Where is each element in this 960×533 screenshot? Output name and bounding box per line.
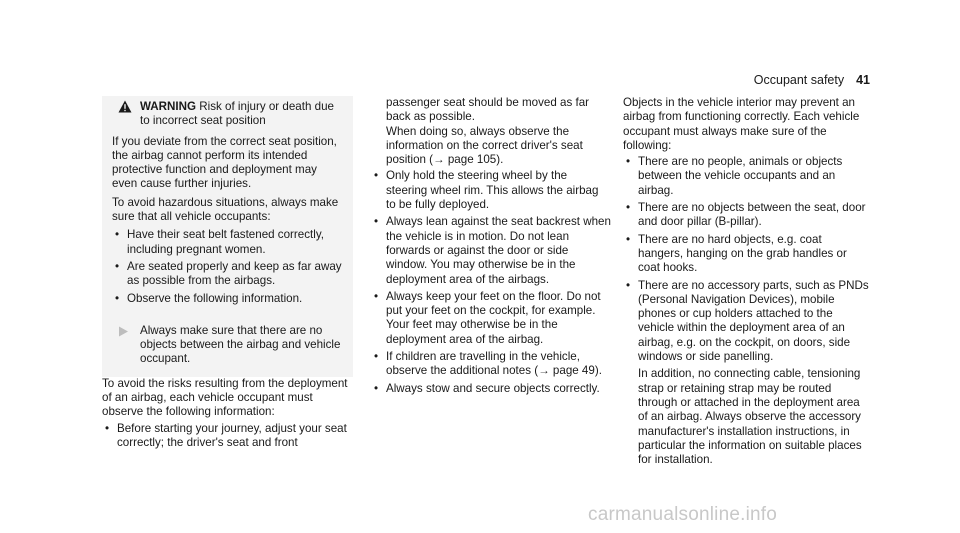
instruction-list — [371, 169, 611, 395]
warning-text: If you deviate from the correct seat position, the airbag cannot perform its intended protective function and deployment may even cause further injuries. — [112, 134, 337, 191]
page-header — [754, 73, 870, 87]
warning-title — [110, 100, 345, 129]
play-arrow-icon — [118, 324, 132, 367]
instruction-list — [102, 422, 352, 451]
paragraph: In addition, no connecting cable, tensioning strap or retaining strap may be routed through or attached in the deployment area of an airbag. Always observe the accessory manufacturer's installation instructions, in particular the information on suitable places for installation. — [638, 367, 862, 467]
list-item: • Before starting your journey, adjust your seat correctly; the driver's seat and front — [102, 422, 352, 451]
note — [110, 324, 345, 367]
list-item: • Are seated properly and keep as far away as possible from the airbags. — [112, 260, 343, 289]
list-item: • Have their seat belt fastened correctly, including pregnant women. — [112, 228, 343, 257]
warning-label: WARNING — [140, 100, 197, 113]
note-text: Always make sure that there are no objects between the airbag and vehicle occupant. — [140, 323, 341, 366]
watermark: carmanualsonline.info — [588, 504, 778, 525]
paragraph: To avoid the risks resulting from the deployment of an airbag, each vehicle occupant must observe the following information: — [102, 376, 348, 419]
list-item: • There are no accessory parts, such as PNDs (Personal Navigation Devices), mobile phones or cup holders attached to the vehicle within the deployment area of an airbag, e.g. on the cockpit, on doors, side windows or side panelling. — [623, 279, 869, 365]
list-item: • There are no people, animals or objects between the vehicle occupants and an airbag. — [623, 155, 869, 198]
page-number: 41 — [856, 73, 870, 87]
paragraph: passenger seat should be moved as far back as possible. — [386, 96, 590, 124]
list-item: • If children are travelling in the vehicle, observe the additional notes (→ page 49). — [371, 350, 611, 379]
section-title: Occupant safety — [753, 73, 845, 87]
warning-list — [112, 228, 343, 305]
list-item: • Always keep your feet on the floor. Do not put your feet on the cockpit, for example. Your feet may otherwise be in the deployment area of the airbag. — [371, 290, 611, 347]
checklist — [623, 155, 869, 364]
warning-instruction: To avoid hazardous situations, always make sure that all vehicle occupants: — [112, 195, 339, 224]
paragraph: When doing so, always observe the information on the correct driver's seat position (→ page 105). — [386, 124, 583, 167]
list-item: • There are no objects between the seat, door and door pillar (B-pillar). — [623, 201, 869, 230]
warning-box — [102, 96, 353, 377]
warning-heading: Risk of injury or death due to incorrect seat position — [140, 100, 334, 128]
list-item: • Observe the following information. — [112, 292, 343, 306]
column-middle — [371, 96, 611, 399]
paragraph: Objects in the vehicle interior may prevent an airbag from functioning correctly. Each vehicle occupant must always make sure of the following: — [623, 96, 860, 152]
list-item: • Only hold the steering wheel by the steering wheel rim. This allows the airbag to be fully deployed. — [371, 169, 611, 212]
column-right — [623, 96, 869, 467]
list-item: • Always stow and secure objects correctly. — [371, 382, 611, 396]
list-item: • Always lean against the seat backrest when the vehicle is in motion. Do not lean forwards or against the door or side window. You may otherwise be in the deployment area of the airbags. — [371, 215, 611, 286]
warning-triangle-icon — [118, 100, 132, 129]
column-left — [102, 96, 352, 453]
list-item-continuation — [371, 96, 611, 167]
list-item: • There are no hard objects, e.g. coat hangers, hanging on the grab handles or coat hooks. — [623, 233, 869, 276]
